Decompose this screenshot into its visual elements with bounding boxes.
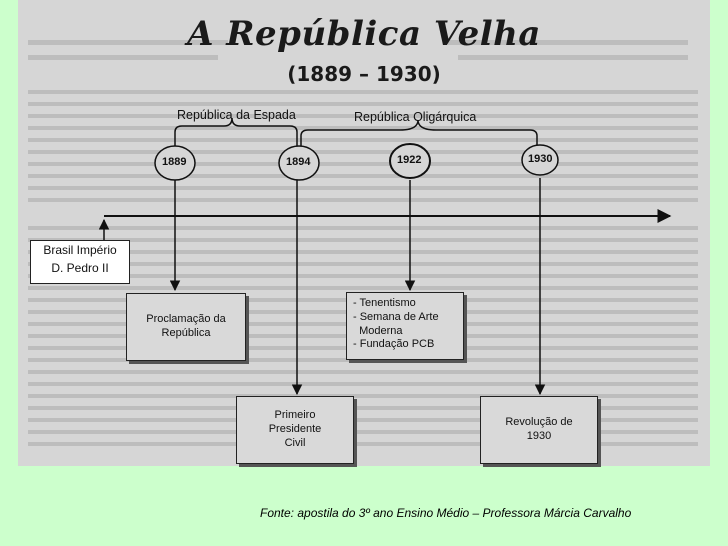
- event-tenentismo-list: [353, 297, 439, 352]
- label-republica-da-espada: República da Espada: [177, 108, 296, 122]
- label-republica-oligarquica: República Oligárquica: [354, 110, 477, 124]
- event-primeiro-presidente-text: Primeiro Presidente Civil: [268, 409, 322, 449]
- list-item: - Semana de Arte: [353, 310, 439, 323]
- year-1922: 1922: [397, 154, 422, 166]
- period-years: (1889 – 1930): [287, 62, 441, 86]
- event-proclamacao-text: Proclamação da República: [146, 313, 226, 339]
- brasil-imperio-box: [30, 240, 130, 284]
- event-tenentismo: [346, 292, 464, 360]
- list-item: - Fundação PCB: [353, 338, 435, 351]
- year-1894: 1894: [286, 156, 311, 168]
- imperio-line-2: D. Pedro II: [51, 261, 109, 275]
- bracket-republica-da-espada: [175, 118, 297, 150]
- imperio-line-1: Brasil Império: [43, 243, 117, 257]
- event-proclamacao: [126, 293, 246, 361]
- diagram-title: A República Velha: [187, 14, 541, 54]
- year-1930: 1930: [528, 153, 553, 165]
- list-item: - Tenentismo: [353, 297, 416, 309]
- event-primeiro-presidente: [236, 396, 354, 464]
- list-item: Moderna: [353, 324, 403, 337]
- event-revolucao: [480, 396, 598, 464]
- event-revolucao-text: Revolução de 1930: [505, 416, 573, 442]
- source-caption: Fonte: apostila do 3º ano Ensino Médio – Professora Márcia Carvalho: [260, 506, 632, 520]
- year-1889: 1889: [162, 156, 187, 168]
